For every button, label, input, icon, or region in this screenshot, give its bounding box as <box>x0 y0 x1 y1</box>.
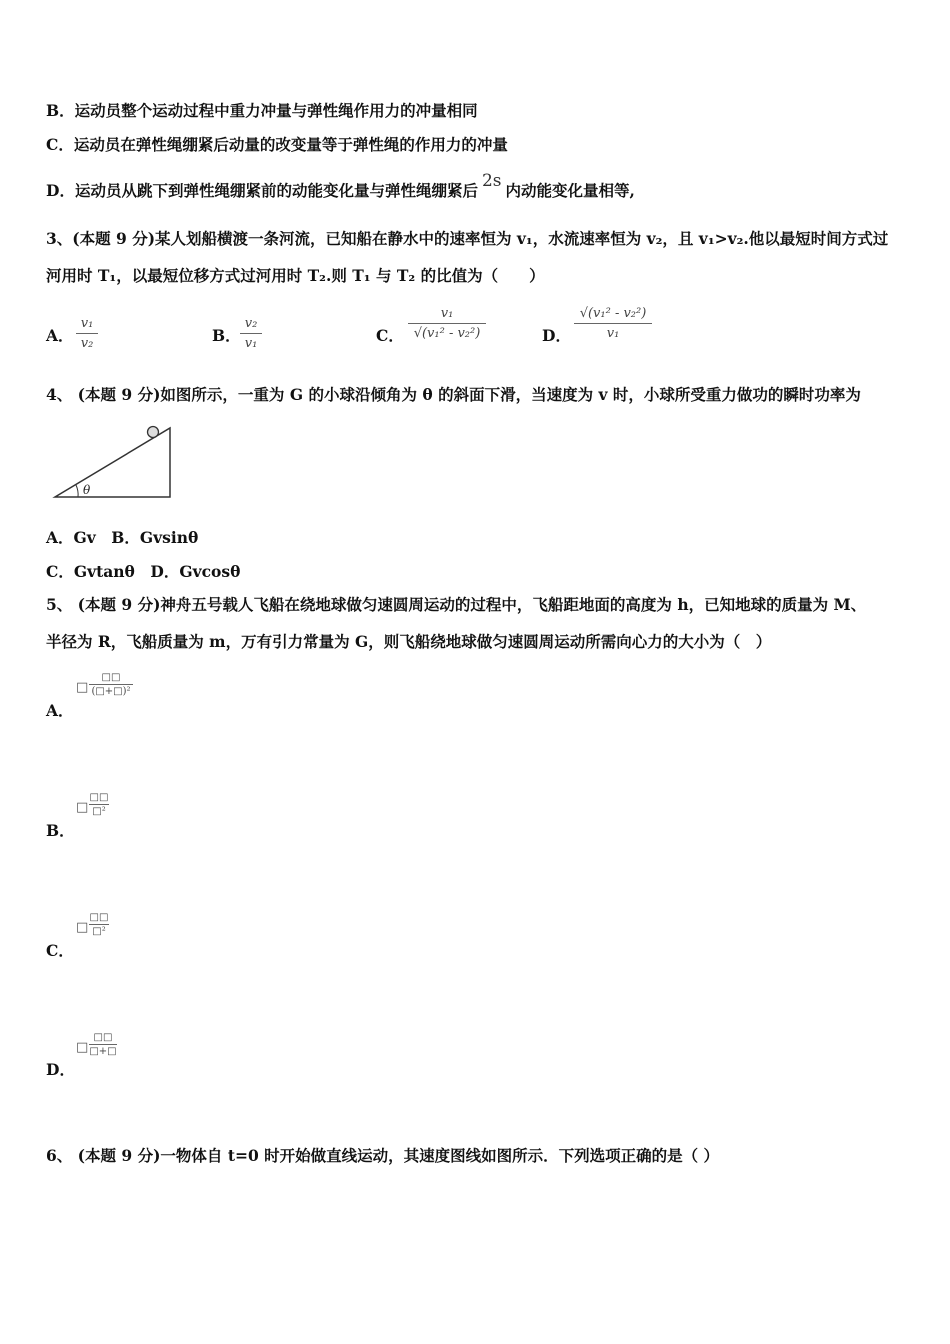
q2-option-d-sup: 2s <box>481 171 502 191</box>
q3-option-b-label: B． <box>212 326 241 345</box>
q5-option-a-fraction <box>89 672 133 697</box>
q3-stem-line2: 河用时 T₁，以最短位移方式过河用时 T₂.则 T₁ 与 T₂ 的比值为（ ） <box>46 266 545 285</box>
q2-option-c: C．运动员在弹性绳绷紧后动量的改变量等于弹性绳的作用力的冲量 <box>46 135 508 154</box>
q5-d-numerator: □□ <box>93 1032 113 1043</box>
q3-option-c-fraction <box>408 306 486 341</box>
q2-option-d-post: 内动能变化量相等, <box>505 181 635 200</box>
incline-diagram <box>50 420 180 504</box>
q3-d-numerator: √(v₁² - v₂²) <box>579 306 647 321</box>
q5-stem-line1: 5、 (本题 9 分)神舟五号载人飞船在绕地球做匀速圆周运动的过程中，飞船距地面的高度为 h，已知地球的质量为 M、 <box>46 595 867 614</box>
q3-c-numerator: v₁ <box>440 306 454 321</box>
q3-a-denominator: v₂ <box>80 336 94 351</box>
incline-triangle <box>55 428 170 497</box>
q5-c-glyph: □ <box>76 920 89 935</box>
q3-option-b-fraction <box>240 316 262 351</box>
q3-option-a-fraction <box>76 316 98 351</box>
q5-option-d-fraction <box>89 1032 117 1057</box>
q5-c-numerator: □□ <box>89 912 109 923</box>
angle-label: θ <box>83 483 91 497</box>
q3-b-denominator: v₁ <box>244 336 258 351</box>
q2-option-d <box>46 171 635 202</box>
q3-a-numerator: v₁ <box>80 316 94 331</box>
q3-option-a-label: A． <box>46 326 74 345</box>
q3-option-c-label: C． <box>376 326 404 345</box>
q5-option-b-label: B． <box>46 821 75 840</box>
q5-a-glyph: □ <box>76 680 89 695</box>
q5-stem-line2: 半径为 R，飞船质量为 m，万有引力常量为 G，则飞船绕地球做匀速圆周运动所需向心力的大小为（ ） <box>46 632 772 651</box>
q4-options-row2: C．Gvtanθ D．Gvcosθ <box>46 562 241 581</box>
q3-d-denominator: v₁ <box>606 326 620 341</box>
q6-stem: 6、 (本题 9 分)一物体自 t=0 时开始做直线运动，其速度图线如图所示．下列选项正确的是（ ） <box>46 1146 720 1165</box>
q5-option-b-fraction <box>89 792 109 817</box>
q3-option-d-label: D． <box>542 326 571 345</box>
q3-b-numerator: v₂ <box>244 316 258 331</box>
q3-stem-line1: 3、(本题 9 分)某人划船横渡一条河流，已知船在静水中的速率恒为 v₁，水流速率恒为 v₂，且 v₁>v₂.他以最短时间方式过 <box>46 229 889 248</box>
q5-b-denominator: □² <box>92 806 106 817</box>
q5-d-denominator: □+□ <box>89 1046 117 1057</box>
angle-arc <box>76 485 78 497</box>
q3-option-d-fraction <box>574 306 652 341</box>
q5-b-numerator: □□ <box>89 792 109 803</box>
q5-a-denominator: (□+□)² <box>91 686 131 697</box>
q2-option-b: B．运动员整个运动过程中重力冲量与弹性绳作用力的冲量相同 <box>46 101 478 120</box>
q5-option-d-label: D． <box>46 1060 75 1079</box>
q4-stem: 4、 (本题 9 分)如图所示，一重为 G 的小球沿倾角为 θ 的斜面下滑，当速度为 v 时，小球所受重力做功的瞬时功率为 <box>46 385 861 404</box>
ball <box>148 427 159 438</box>
q5-a-numerator: □□ <box>101 672 121 683</box>
q5-option-c-label: C． <box>46 941 74 960</box>
q5-d-glyph: □ <box>76 1040 89 1055</box>
q5-option-a-label: A． <box>46 701 74 720</box>
q2-option-d-pre: D．运动员从跳下到弹性绳绷紧前的动能变化量与弹性绳绷紧后 <box>46 181 478 200</box>
q5-option-c-fraction <box>89 912 109 937</box>
q3-c-denominator: √(v₁² - v₂²) <box>413 326 481 341</box>
q5-c-denominator: □² <box>92 926 106 937</box>
q4-options-row1: A．Gv B．Gvsinθ <box>46 528 199 547</box>
q5-b-glyph: □ <box>76 800 89 815</box>
